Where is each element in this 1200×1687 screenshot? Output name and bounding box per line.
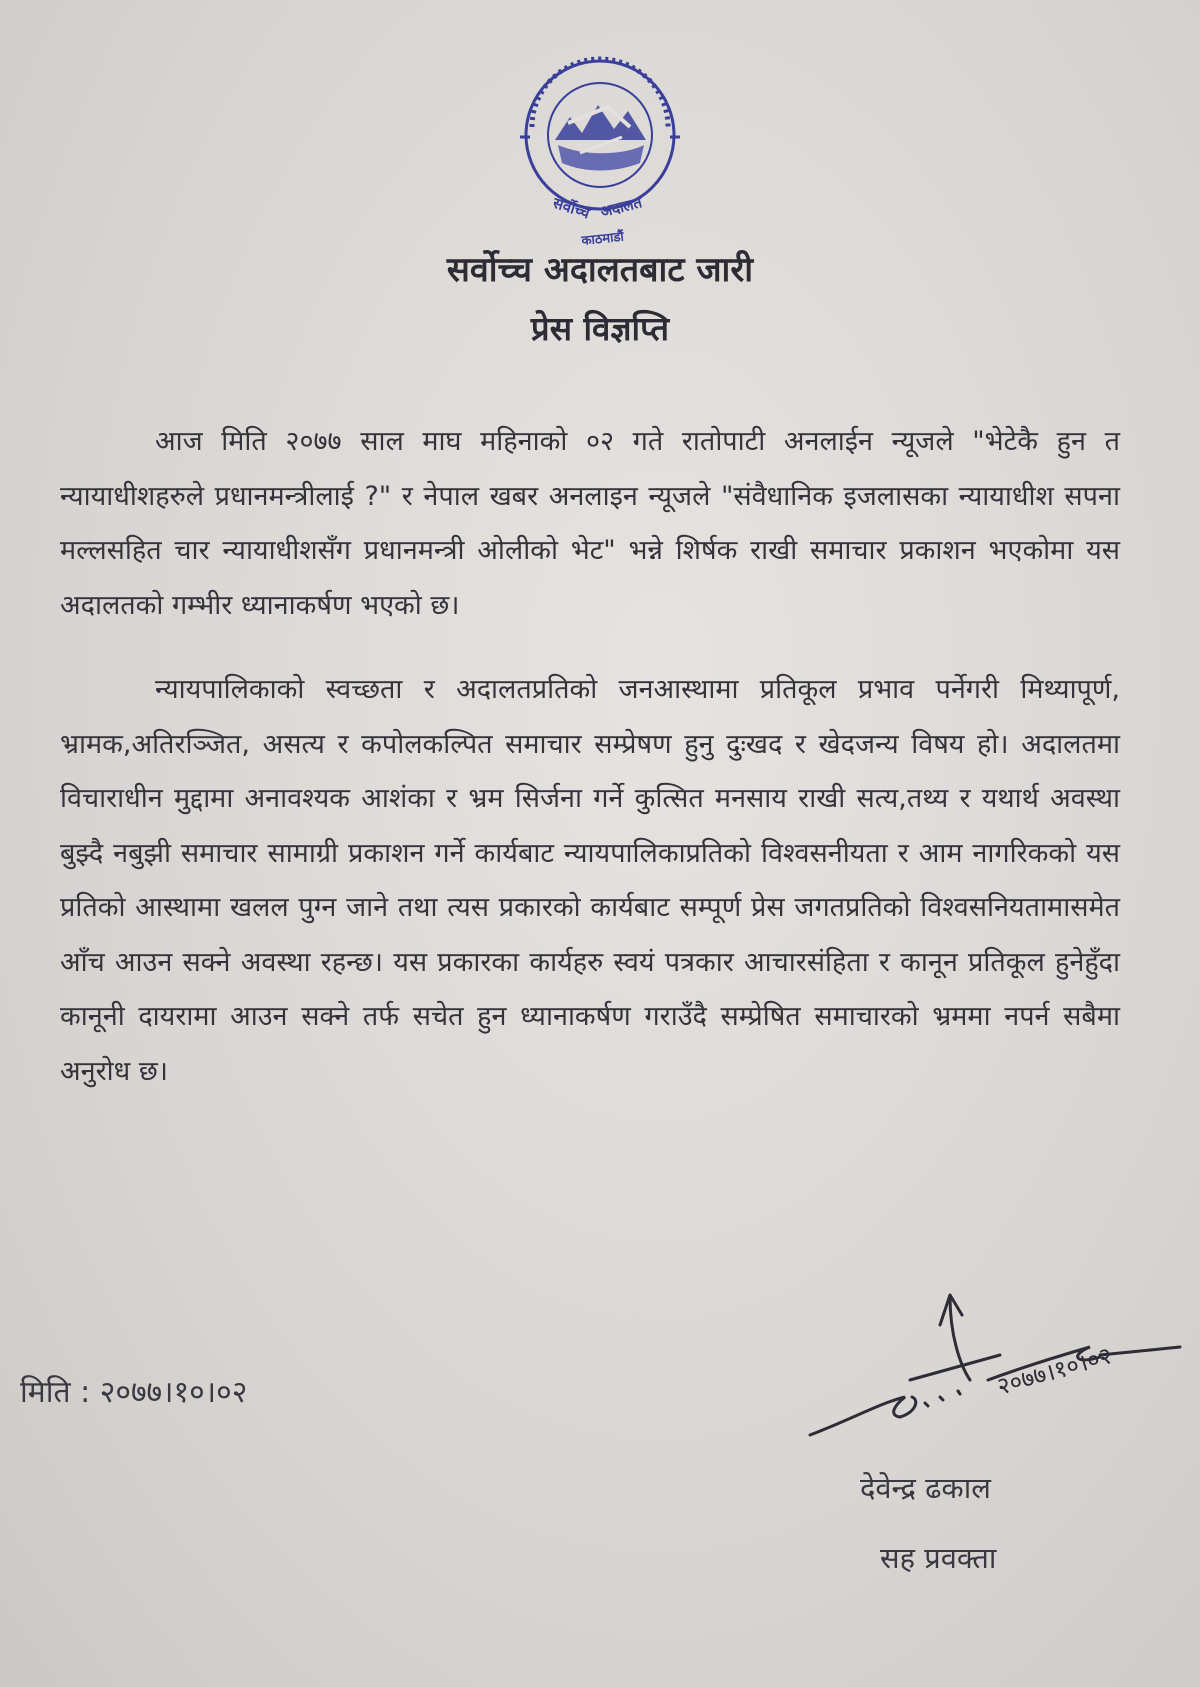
body-paragraph-1: आज मिति २०७७ साल माघ महिनाको ०२ गते रातोपाटी अनलाईन न्यूजले "भेटेकै हुन त न्यायाधीशहरुले प्रधानमन्त्रीलाई ?" र नेपाल खबर अनलाइन न्यूजले "संवैधानिक इजलासका न्यायाधीश सपना मल्लसहित चार न्यायाधीशसँग प्रधानमन्त्री ओलीको भेट" भन्ने शिर्षक राखी समाचार प्रकाशन भएकोमा यस अदालतको गम्भीर ध्यानाकर्षण भएको छ। bbox=[60, 426, 1120, 621]
svg-text:अदालत: अदालत bbox=[598, 193, 644, 221]
supreme-court-seal-icon bbox=[510, 45, 690, 255]
signatory-title: सह प्रवक्ता bbox=[880, 1541, 997, 1575]
press-release-body bbox=[60, 415, 1120, 1099]
svg-text:सर्वोच्च: सर्वोच्च bbox=[550, 193, 593, 223]
issue-date: मिति : २०७७।१०।०२ bbox=[20, 1375, 248, 1410]
page-title: सर्वोच्च अदालतबाट जारी bbox=[446, 250, 754, 290]
signature-date-text: २०७७।१०।०२ bbox=[993, 1341, 1116, 1401]
body-paragraph-2: न्यायपालिकाको स्वच्छता र अदालतप्रतिको जनआस्थामा प्रतिकूल प्रभाव पर्नेगरी मिथ्यापूर्ण, भ्रामक,अतिरञ्जित, असत्य र कपोलकल्पित समाचार सम्प्रेषण हुनु दुःखद र खेदजन्य विषय हो। अदालतमा विचाराधीन मुद्दामा अनावश्यक आशंका र भ्रम सिर्जना गर्ने कुत्सित मनसाय राखी सत्य,तथ्य र यथार्थ अवस्था बुझ्दै नबुझी समाचार सामाग्री प्रकाशन गर्ने कार्यबाट न्यायपालिकाप्रतिको विश्वसनीयता र आम नागरिकको यस प्रतिको आस्थामा खलल पुग्न जाने तथा त्यस प्रकारको कार्यबाट सम्पूर्ण प्रेस जगतप्रतिको विश्वसनियतामासमेत आँच आउन सक्ने अवस्था रहन्छ। यस प्रकारका कार्यहरु स्वयं पत्रकार आचारसंहिता र कानून प्रतिकूल हुनेहुँदा कानूनी दायरामा आउन सक्ने तर्फ सचेत हुन ध्यानाकर्षण गराउँदै सम्प्रेषित समाचारको भ्रममा नपर्न सबैमा अनुरोध छ। bbox=[60, 674, 1120, 1087]
handwritten-signature-icon bbox=[800, 1285, 1190, 1455]
page-subtitle: प्रेस विज्ञप्ति bbox=[530, 309, 670, 348]
signatory-name: देवेन्द्र ढकाल bbox=[860, 1471, 991, 1505]
svg-text:काठमाडौं: काठमाडौं bbox=[580, 229, 625, 249]
